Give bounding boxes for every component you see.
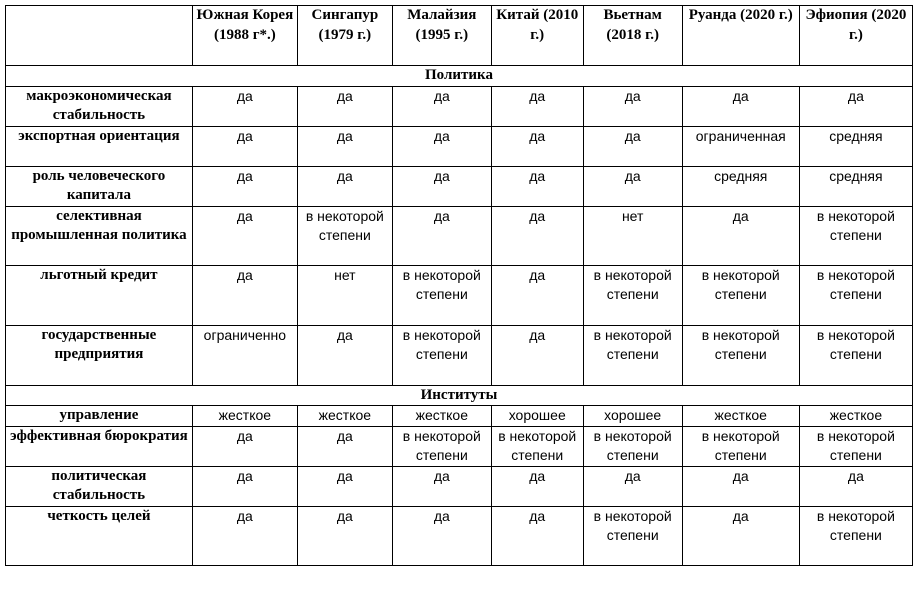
row-label: макроэкономическая стабильность	[6, 86, 193, 126]
row-label: селективная промышленная политика	[6, 206, 193, 265]
table-cell: да	[392, 166, 491, 206]
table-cell: да	[297, 426, 392, 466]
header-row	[6, 6, 913, 66]
comparison-table	[5, 5, 913, 566]
table-cell: жесткое	[392, 406, 491, 427]
table-cell: в некоторой степени	[799, 206, 912, 265]
table-cell: хорошее	[583, 406, 682, 427]
header-singapore: Сингапур (1979 г.)	[297, 6, 392, 66]
row-label: льготный кредит	[6, 265, 193, 325]
table-row	[6, 86, 913, 126]
row-label: эффективная бюрократия	[6, 426, 193, 466]
table-cell: да	[491, 206, 583, 265]
table-cell: да	[392, 206, 491, 265]
table-cell: в некоторой степени	[799, 506, 912, 565]
table-cell: да	[192, 86, 297, 126]
header-vietnam: Вьетнам (2018 г.)	[583, 6, 682, 66]
section-row	[6, 66, 913, 87]
table-cell: да	[392, 466, 491, 506]
table-cell: да	[799, 86, 912, 126]
table-cell: ограниченная	[682, 126, 799, 166]
header-china: Китай (2010 г.)	[491, 6, 583, 66]
table-cell: нет	[297, 265, 392, 325]
section-row	[6, 385, 913, 406]
table-cell: жесткое	[799, 406, 912, 427]
table-cell: средняя	[682, 166, 799, 206]
table-cell: в некоторой степени	[392, 265, 491, 325]
table-cell: да	[297, 166, 392, 206]
table-cell: в некоторой степени	[583, 265, 682, 325]
row-label: экспортная ориентация	[6, 126, 193, 166]
header-malaysia: Малайзия (1995 г.)	[392, 6, 491, 66]
table-cell: жесткое	[192, 406, 297, 427]
row-label: роль человеческого капитала	[6, 166, 193, 206]
table-row	[6, 206, 913, 265]
header-rwanda: Руанда (2020 г.)	[682, 6, 799, 66]
table-cell: нет	[583, 206, 682, 265]
table-cell: в некоторой степени	[799, 325, 912, 385]
table-cell: в некоторой степени	[682, 426, 799, 466]
table-cell: да	[491, 466, 583, 506]
table-cell: в некоторой степени	[682, 265, 799, 325]
table-cell: да	[192, 265, 297, 325]
table-row	[6, 426, 913, 466]
table-cell: да	[682, 466, 799, 506]
table-cell: жесткое	[682, 406, 799, 427]
table-cell: хорошее	[491, 406, 583, 427]
table-cell: да	[192, 166, 297, 206]
table-cell: да	[297, 506, 392, 565]
table-cell: средняя	[799, 166, 912, 206]
table-cell: да	[583, 166, 682, 206]
table-cell: да	[392, 506, 491, 565]
table-cell: да	[799, 466, 912, 506]
row-label: управление	[6, 406, 193, 427]
section-title: Политика	[6, 66, 913, 87]
table-cell: да	[392, 126, 491, 166]
table-cell: да	[583, 126, 682, 166]
table-row	[6, 166, 913, 206]
table-cell: в некоторой степени	[583, 325, 682, 385]
table-row	[6, 506, 913, 565]
table-row	[6, 265, 913, 325]
table-cell: в некоторой степени	[583, 426, 682, 466]
table-row	[6, 406, 913, 427]
table-cell: да	[297, 126, 392, 166]
table-cell: да	[192, 126, 297, 166]
table-cell: да	[682, 206, 799, 265]
table-cell: в некоторой степени	[297, 206, 392, 265]
table-cell: в некоторой степени	[491, 426, 583, 466]
row-label: государственные предприятия	[6, 325, 193, 385]
table-row	[6, 126, 913, 166]
table-cell: да	[491, 126, 583, 166]
table-cell: жесткое	[297, 406, 392, 427]
table-cell: да	[192, 506, 297, 565]
table-cell: в некоторой степени	[799, 426, 912, 466]
table-cell: ограниченно	[192, 325, 297, 385]
table-cell: да	[682, 86, 799, 126]
table-cell: да	[491, 506, 583, 565]
table-cell: да	[583, 466, 682, 506]
table-cell: в некоторой степени	[583, 506, 682, 565]
table-cell: да	[682, 506, 799, 565]
row-label: политическая стабильность	[6, 466, 193, 506]
row-label: четкость целей	[6, 506, 193, 565]
table-cell: да	[192, 206, 297, 265]
table-cell: да	[491, 86, 583, 126]
header-south-korea: Южная Корея (1988 г*.)	[192, 6, 297, 66]
table-cell: в некоторой степени	[392, 325, 491, 385]
table-cell: да	[392, 86, 491, 126]
header-corner	[6, 6, 193, 66]
table-cell: да	[491, 265, 583, 325]
table-cell: да	[297, 86, 392, 126]
table-cell: средняя	[799, 126, 912, 166]
table-cell: в некоторой степени	[799, 265, 912, 325]
table-row	[6, 325, 913, 385]
table-row	[6, 466, 913, 506]
table-cell: да	[583, 86, 682, 126]
table-cell: да	[297, 325, 392, 385]
header-ethiopia: Эфиопия (2020 г.)	[799, 6, 912, 66]
table-cell: в некоторой степени	[682, 325, 799, 385]
table-cell: да	[491, 325, 583, 385]
table-cell: да	[192, 426, 297, 466]
table-cell: да	[297, 466, 392, 506]
section-title: Институты	[6, 385, 913, 406]
table-cell: да	[491, 166, 583, 206]
table-cell: да	[192, 466, 297, 506]
table-cell: в некоторой степени	[392, 426, 491, 466]
